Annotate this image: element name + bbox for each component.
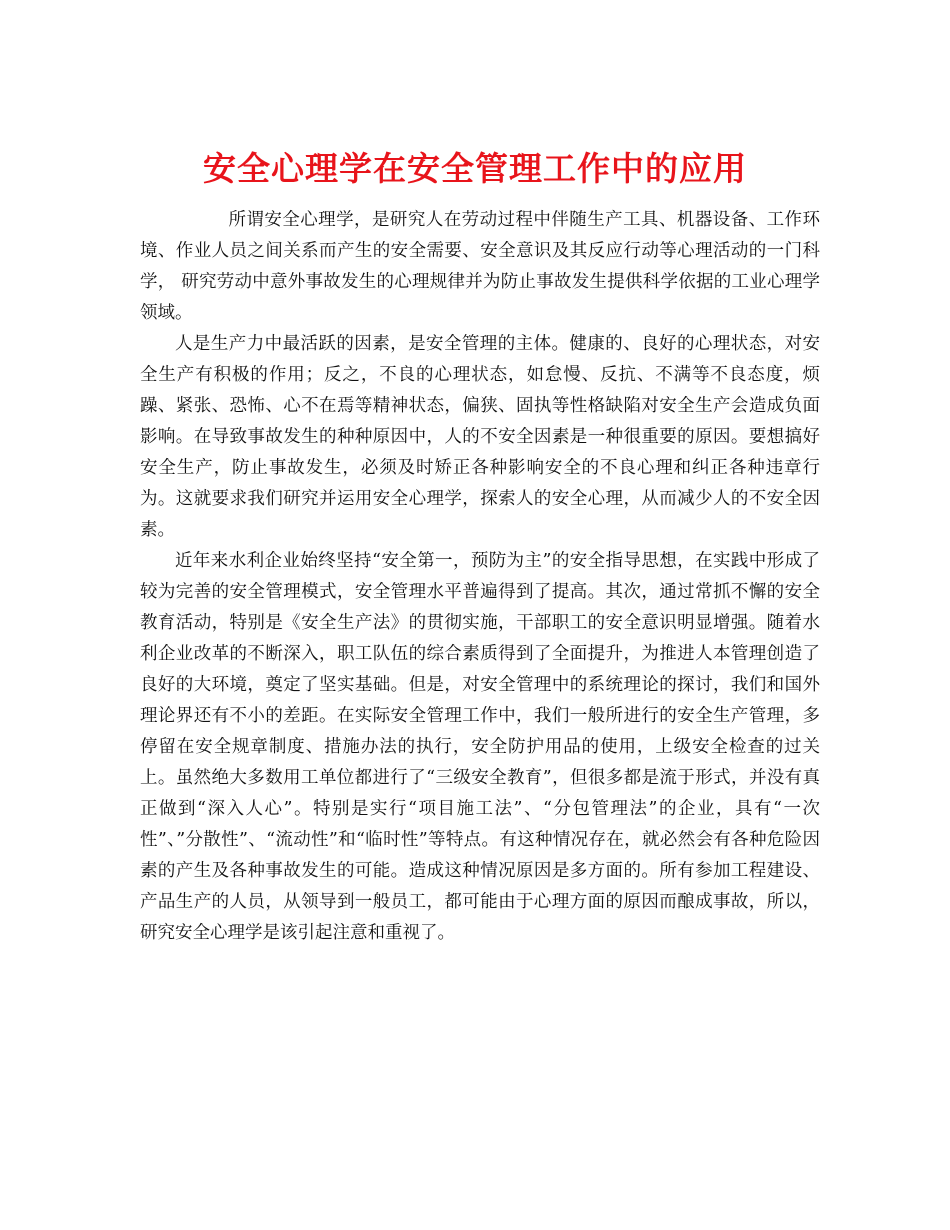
paragraph-1 [140, 205, 820, 329]
paragraph-3: 近年来水利企业始终坚持“安全第一，预防为主”的安全指导思想，在实践中形成了较为完善的安全管理模式，安全管理水平普遍得到了提高。其次，通过常抓不懈的安全教育活动，特别是《安全生产法》的贯彻实施，干部职工的安全意识明显增强。随着水利企业改革的不断深入，职工队伍的综合素质得到了全面提升，为推进人本管理创造了良好的大环境，奠定了坚实基础。但是，对安全管理中的系统理论的探讨，我们和国外理论界还有不小的差距。在实际安全管理工作中，我们一般所进行的安全生产管理，多停留在安全规章制度、措施办法的执行，安全防护用品的使用，上级安全检查的过关上。虽然绝大多数用工单位都进行了“三级安全教育”，但很多都是流于形式，并没有真正做到“深入人心”。特别是实行“项目施工法”、“分包管理法”的企业，具有“一次性”、”分散性”、“流动性”和“临时性”等特点。有这种情况存在，就必然会有各种危险因素的产生及各种事故发生的可能。造成这种情况原因是多方面的。所有参加工程建设、产品生产的人员，从领导到一般员工，都可能由于心理方面的原因而酿成事故，所以，研究安全心理学是该引起注意和重视了。 [140, 551, 820, 943]
document-body [140, 205, 820, 949]
document-title: 安全心理学在安全管理工作中的应用 [203, 149, 747, 189]
paragraph-1-text: 所谓安全心理学，是研究人在劳动过程中伴随生产工具、机器设备、工作环境、作业人员之间关系而产生的安全需要、安全意识及其反应行动等心理活动的一门科学， 研究劳动中意外事故发生的心理规律并为防止事故发生提供科学依据的工业心理学领域。 [140, 210, 820, 323]
paragraph-2: 人是生产力中最活跃的因素，是安全管理的主体。健康的、良好的心理状态，对安全生产有积极的作用；反之，不良的心理状态，如怠慢、反抗、不满等不良态度，烦躁、紧张、恐怖、心不在焉等精神状态，偏狭、固执等性格缺陷对安全生产会造成负面影响。在导致事故发生的种种原因中，人的不安全因素是一种很重要的原因。要想搞好安全生产，防止事故发生，必须及时矫正各种影响安全的不良心理和纠正各种违章行为。这就要求我们研究并运用安全心理学，探索人的安全心理，从而减少人的不安全因素。 [140, 334, 820, 540]
